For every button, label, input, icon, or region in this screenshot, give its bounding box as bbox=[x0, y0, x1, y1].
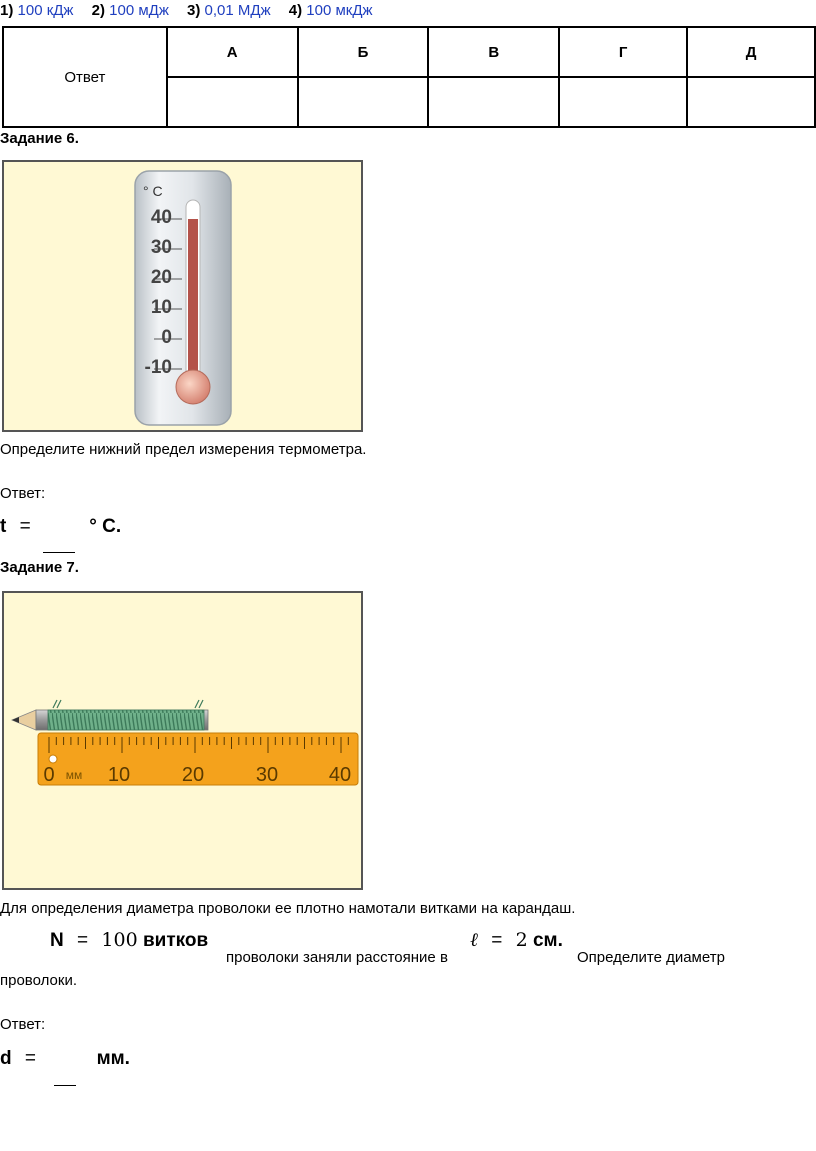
task7-answer-underline bbox=[54, 1085, 76, 1086]
task7-l-value: 2 bbox=[515, 929, 528, 951]
thermometer-tick-40: 40 bbox=[150, 207, 172, 228]
task7-n-word: витков bbox=[142, 930, 209, 951]
ruler-label-30: 30 bbox=[255, 764, 279, 786]
task6-formula-equals: = bbox=[19, 516, 31, 537]
task7-answer-label: Ответ: bbox=[0, 1016, 46, 1033]
task7-d-variable: d bbox=[0, 1048, 12, 1069]
task7-text-line3: проволоки. bbox=[0, 972, 77, 989]
pencil-ruler-illustration bbox=[4, 593, 361, 888]
thermometer-tick-0: 0 bbox=[161, 327, 172, 348]
answer-cell-g[interactable] bbox=[559, 77, 687, 127]
thermometer-tick-20: 20 bbox=[150, 267, 172, 288]
thermometer-tick-minus10: -10 bbox=[144, 357, 172, 378]
column-header-a: А bbox=[167, 27, 298, 77]
answer-cell-a[interactable] bbox=[167, 77, 298, 127]
ruler-label-0: 0 bbox=[43, 764, 55, 786]
option-2-number: 2) bbox=[91, 2, 105, 19]
task7-middle-text: проволоки заняли расстояние в bbox=[226, 949, 448, 966]
option-4-number: 4) bbox=[288, 2, 303, 19]
task7-n-formula bbox=[50, 929, 208, 952]
answer-options bbox=[0, 2, 387, 19]
task7-text-line1: Для определения диаметра проволоки ее плотно намотали витками на карандаш. bbox=[0, 900, 576, 917]
thermometer-illustration bbox=[4, 162, 361, 430]
ruler-label-10: 10 bbox=[107, 764, 131, 786]
task6-answer-underline bbox=[43, 552, 75, 553]
task7-l-formula bbox=[470, 929, 563, 952]
option-1-value: 100 кДж bbox=[17, 2, 74, 19]
task7-n-value: 100 bbox=[101, 929, 138, 951]
option-1-number: 1) bbox=[0, 2, 14, 19]
thermometer-figure bbox=[2, 160, 363, 432]
task6-answer-label: Ответ: bbox=[0, 485, 46, 502]
thermometer-tick-30: 30 bbox=[150, 237, 172, 258]
thermometer-unit: ° С bbox=[143, 183, 163, 199]
task7-l-variable: ℓ bbox=[470, 929, 478, 951]
column-header-v: В bbox=[428, 27, 559, 77]
option-3-value: 0,01 МДж bbox=[204, 2, 271, 19]
ruler-label-20: 20 bbox=[181, 764, 205, 786]
task6-formula-variable: t bbox=[0, 516, 7, 537]
task6-title: Задание 6. bbox=[0, 130, 79, 147]
thermometer-tick-10: 10 bbox=[150, 297, 172, 318]
task7-end-text: Определите диаметр bbox=[577, 949, 725, 966]
task7-l-equals: = bbox=[491, 930, 503, 951]
column-header-b: Б bbox=[298, 27, 429, 77]
option-2-value: 100 мДж bbox=[109, 2, 169, 19]
answer-cell-b[interactable] bbox=[298, 77, 429, 127]
task7-n-equals: = bbox=[77, 930, 89, 951]
column-header-d: Д bbox=[687, 27, 815, 77]
task7-title: Задание 7. bbox=[0, 559, 79, 576]
ruler-unit: мм bbox=[65, 768, 83, 782]
pencil-ruler-figure bbox=[2, 591, 363, 890]
task7-l-unit: см. bbox=[532, 930, 563, 951]
column-header-g: Г bbox=[559, 27, 687, 77]
task6-question: Определите нижний предел измерения термометра. bbox=[0, 441, 367, 458]
answer-cell-v[interactable] bbox=[428, 77, 559, 127]
task6-formula bbox=[0, 516, 121, 538]
task7-d-unit: мм. bbox=[96, 1048, 130, 1069]
option-3-number: 3) bbox=[187, 2, 201, 19]
task7-d-equals: = bbox=[24, 1048, 36, 1069]
task7-d-formula bbox=[0, 1048, 130, 1070]
answer-row-label: Ответ bbox=[3, 27, 167, 127]
ruler-label-40: 40 bbox=[328, 764, 352, 786]
task6-formula-unit: ° С. bbox=[89, 516, 122, 537]
option-4-value: 100 мкДж bbox=[306, 2, 373, 19]
answer-table bbox=[2, 26, 816, 128]
task7-n-variable: N bbox=[50, 930, 64, 951]
answer-cell-d[interactable] bbox=[687, 77, 815, 127]
